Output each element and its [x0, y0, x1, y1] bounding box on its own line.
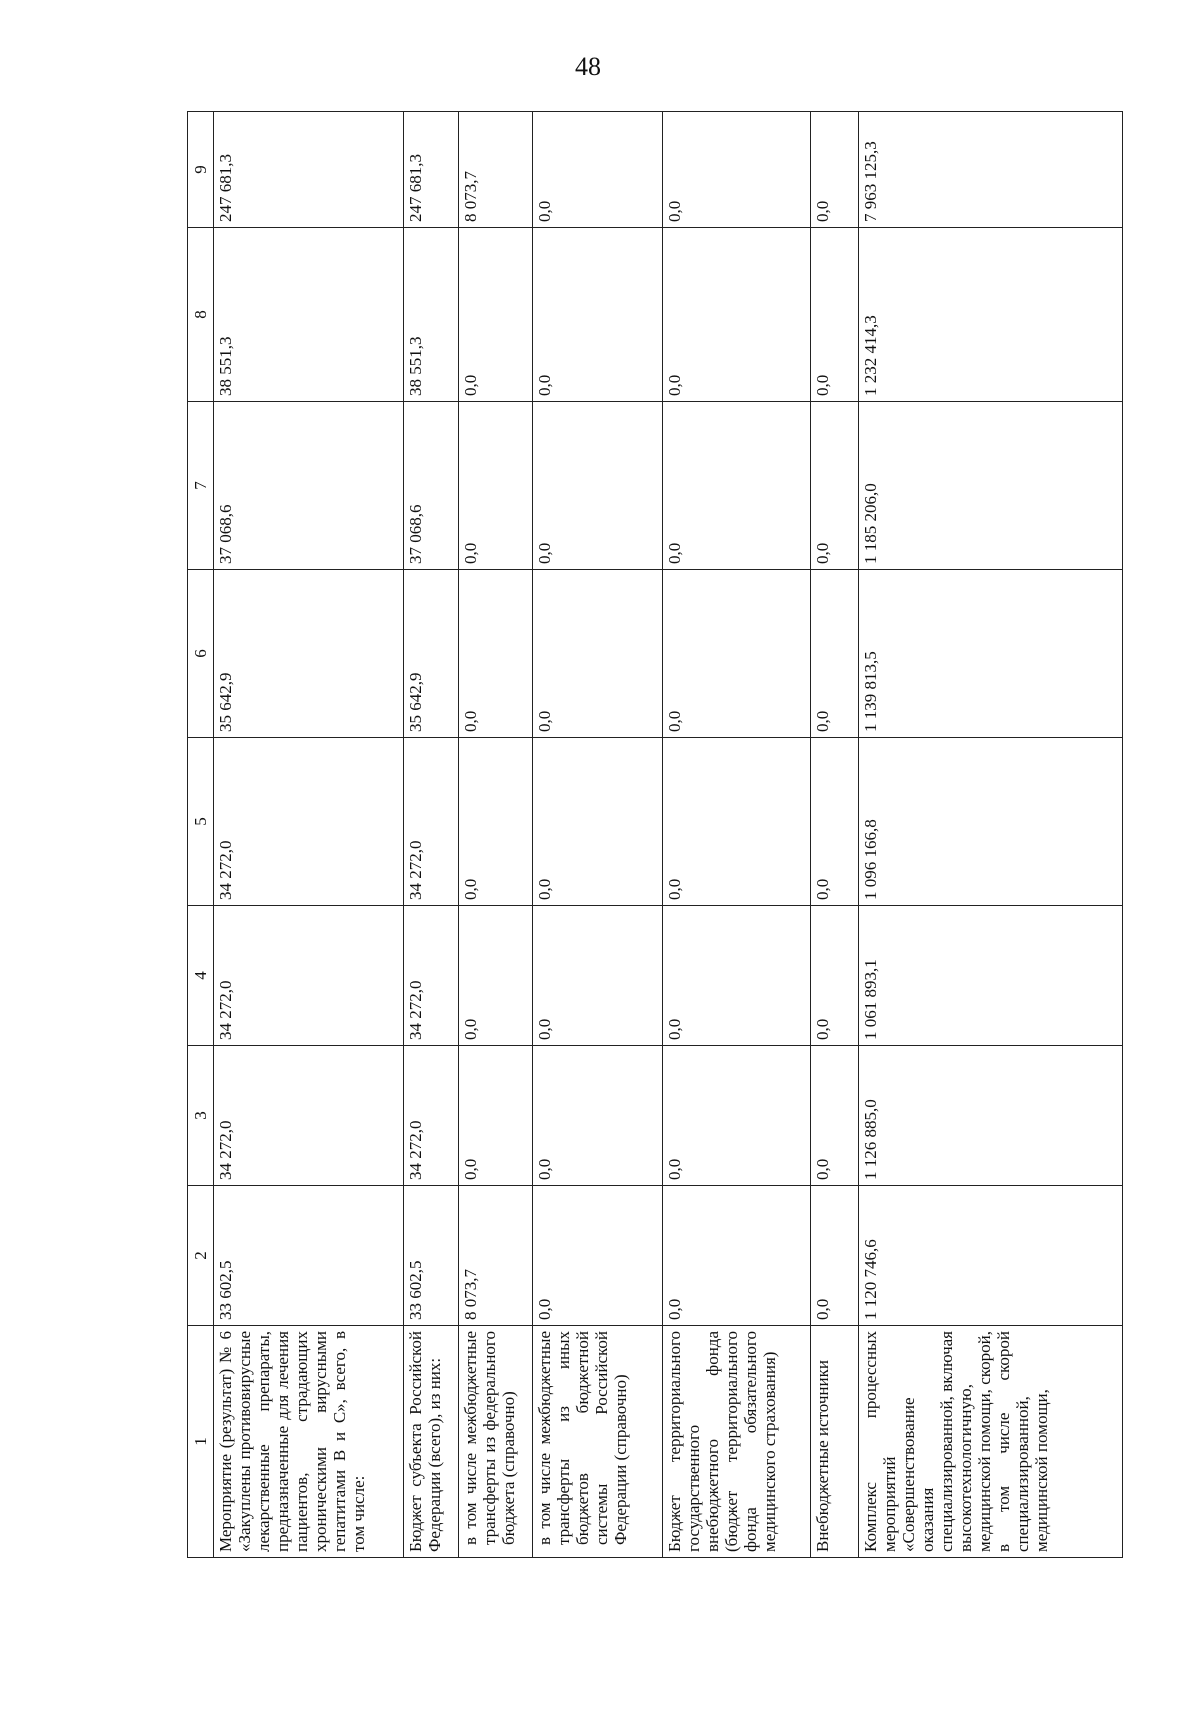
table-cell: 0,0 — [533, 112, 663, 228]
table-cell: 0,0 — [811, 402, 859, 570]
table-row — [859, 112, 1123, 1558]
table-cell: 0,0 — [663, 402, 811, 570]
table-cell: 0,0 — [811, 738, 859, 906]
table-row — [533, 112, 663, 1558]
table-cell: 8 073,7 — [459, 1186, 533, 1326]
table-cell: 0,0 — [663, 1046, 811, 1186]
rotated-table-container — [187, 112, 1122, 1558]
table-cell: 0,0 — [811, 228, 859, 402]
table-row — [663, 112, 811, 1558]
table-cell: 247 681,3 — [214, 112, 404, 228]
table-cell: 1 126 885,0 — [859, 1046, 1123, 1186]
table-cell: 247 681,3 — [404, 112, 459, 228]
table-cell: 34 272,0 — [404, 738, 459, 906]
table-cell: 7 963 125,3 — [859, 112, 1123, 228]
table-cell: 38 551,3 — [214, 228, 404, 402]
table-row — [404, 112, 459, 1558]
table-cell: 1 139 813,5 — [859, 570, 1123, 738]
table-cell: 1 096 166,8 — [859, 738, 1123, 906]
table-cell: 37 068,6 — [404, 402, 459, 570]
table-cell: 0,0 — [811, 570, 859, 738]
table-cell: 0,0 — [459, 906, 533, 1046]
table-cell: 37 068,6 — [214, 402, 404, 570]
table-cell: 34 272,0 — [214, 1046, 404, 1186]
table-cell: 0,0 — [533, 570, 663, 738]
column-header: 8 — [188, 228, 214, 402]
column-header: 1 — [188, 1326, 214, 1558]
table-row — [459, 112, 533, 1558]
column-header: 4 — [188, 906, 214, 1046]
table-cell: 1 120 746,6 — [859, 1186, 1123, 1326]
table-cell: 0,0 — [459, 1046, 533, 1186]
row-label: в том числе межбюджетные трансферты из федерального бюджета (справочно) — [459, 1326, 533, 1558]
table-row — [811, 112, 859, 1558]
table-cell: 0,0 — [459, 402, 533, 570]
row-label: Комплекс процессных мероприятий «Совершенствование оказания специализированной, включая высокотехнологичную, медицинской помощи, скорой, в том числе скорой специализированной, медицинской помощи, — [859, 1326, 1123, 1558]
row-label: Мероприятие (результат) № 6 «Закуплены противовирусные лекарственные препараты, предназначенные для лечения пациентов, страдающих хроническими вирусными гепатитами B и C», всего, в том числе: — [214, 1326, 404, 1558]
table-cell: 8 073,7 — [459, 112, 533, 228]
table-cell: 1 185 206,0 — [859, 402, 1123, 570]
table-cell: 0,0 — [811, 112, 859, 228]
table-cell: 34 272,0 — [404, 1046, 459, 1186]
table-cell: 0,0 — [533, 228, 663, 402]
column-header: 2 — [188, 1186, 214, 1326]
table-cell: 0,0 — [811, 1186, 859, 1326]
table-cell: 38 551,3 — [404, 228, 459, 402]
table-cell: 0,0 — [459, 738, 533, 906]
row-label: в том числе межбюджетные трансферты из иных бюджетов бюджетной системы Российской Федерации (справочно) — [533, 1326, 663, 1558]
table-cell: 35 642,9 — [214, 570, 404, 738]
table-cell: 0,0 — [663, 1186, 811, 1326]
table-cell: 0,0 — [533, 1046, 663, 1186]
table-cell: 0,0 — [663, 738, 811, 906]
table-cell: 34 272,0 — [214, 906, 404, 1046]
table-cell: 1 061 893,1 — [859, 906, 1123, 1046]
page-number: 48 — [575, 52, 601, 81]
column-header: 5 — [188, 738, 214, 906]
table-cell: 0,0 — [533, 906, 663, 1046]
table-cell: 34 272,0 — [214, 738, 404, 906]
table-row — [214, 112, 404, 1558]
table-cell: 0,0 — [663, 112, 811, 228]
column-header: 6 — [188, 570, 214, 738]
column-header: 7 — [188, 402, 214, 570]
column-header: 9 — [188, 112, 214, 228]
table-cell: 0,0 — [459, 570, 533, 738]
table-cell: 34 272,0 — [404, 906, 459, 1046]
budget-table — [187, 111, 1123, 1558]
table-header-row — [188, 112, 214, 1558]
table-cell: 33 602,5 — [214, 1186, 404, 1326]
row-label: Внебюджетные источники — [811, 1326, 859, 1558]
row-label: Бюджет территориального государственного внебюджетного фонда (бюджет территориального фонда обязательного медицинского страхования) — [663, 1326, 811, 1558]
table-cell: 0,0 — [663, 228, 811, 402]
table-cell: 0,0 — [811, 1046, 859, 1186]
table-cell: 0,0 — [811, 906, 859, 1046]
table-cell: 35 642,9 — [404, 570, 459, 738]
column-header: 3 — [188, 1046, 214, 1186]
table-cell: 33 602,5 — [404, 1186, 459, 1326]
table-cell: 0,0 — [533, 1186, 663, 1326]
table-cell: 0,0 — [533, 402, 663, 570]
table-cell: 0,0 — [663, 906, 811, 1046]
table-cell: 1 232 414,3 — [859, 228, 1123, 402]
table-cell: 0,0 — [533, 738, 663, 906]
table-cell: 0,0 — [459, 228, 533, 402]
row-label: Бюджет субъекта Российской Федерации (всего), из них: — [404, 1326, 459, 1558]
table-cell: 0,0 — [663, 570, 811, 738]
